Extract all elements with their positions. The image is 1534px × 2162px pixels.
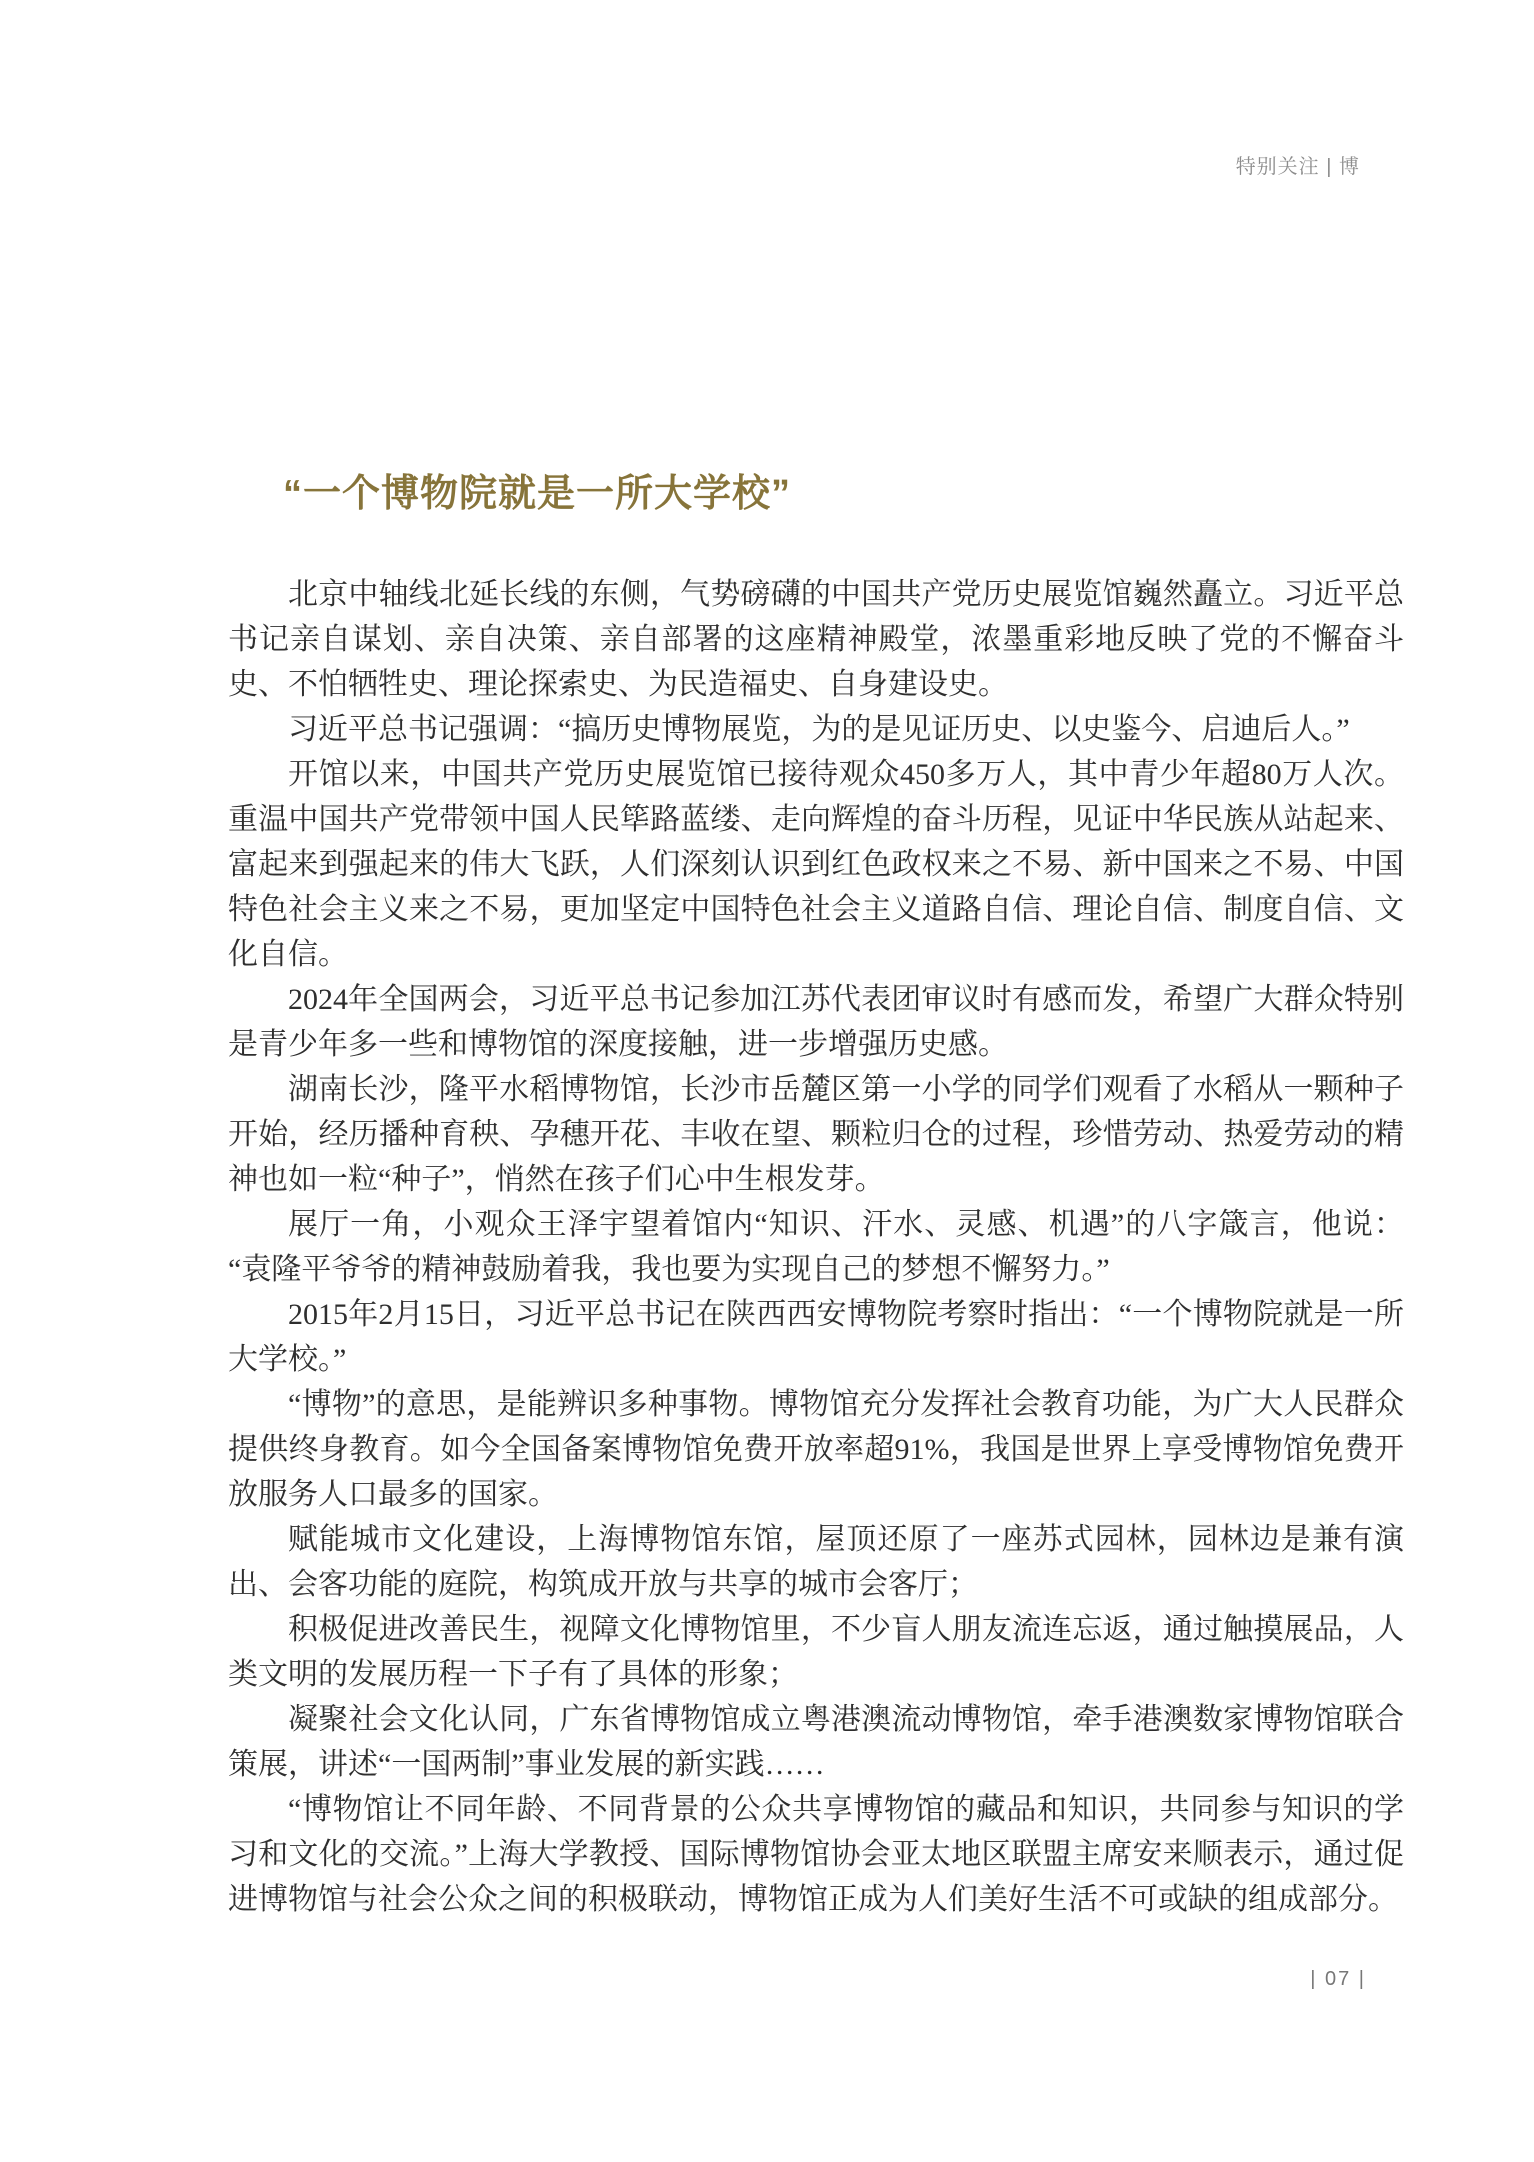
article-paragraph: “博物馆让不同年龄、不同背景的公众共享博物馆的藏品和知识，共同参与知识的学习和文化的交流。”上海大学教授、国际博物馆协会亚太地区联盟主席安来顺表示，通过促进博物馆与社会公众之间的积极联动，博物馆正成为人们美好生活不可或缺的组成部分。 [228, 1793, 1404, 1916]
article-paragraph: 凝聚社会文化认同，广东省博物馆成立粤港澳流动博物馆，牵手港澳数家博物馆联合策展，讲述“一国两制”事业发展的新实践…… [228, 1703, 1404, 1781]
article-body [228, 572, 1404, 1922]
page-number: | 07 | [1310, 1968, 1366, 1990]
article-title: “一个博物院就是一所大学校” [283, 473, 792, 515]
article-paragraph: “博物”的意思，是能辨识多种事物。博物馆充分发挥社会教育功能，为广大人民群众提供终身教育。如今全国备案博物馆免费开放率超91%，我国是世界上享受博物馆免费开放服务人口最多的国家。 [228, 1388, 1404, 1511]
running-head: 特别关注 | 博 [1235, 156, 1360, 178]
article-paragraph: 习近平总书记强调：“搞历史博物展览，为的是见证历史、以史鉴今、启迪后人。” [288, 713, 1350, 746]
article-paragraph: 2015年2月15日，习近平总书记在陕西西安博物院考察时指出：“一个博物院就是一所大学校。” [228, 1298, 1404, 1376]
article-paragraph: 积极促进改善民生，视障文化博物馆里，不少盲人朋友流连忘返，通过触摸展品，人类文明的发展历程一下子有了具体的形象； [228, 1613, 1404, 1691]
article-paragraph: 开馆以来，中国共产党历史展览馆已接待观众450多万人，其中青少年超80万人次。重温中国共产党带领中国人民筚路蓝缕、走向辉煌的奋斗历程，见证中华民族从站起来、富起来到强起来的伟大飞跃，人们深刻认识到红色政权来之不易、新中国来之不易、中国特色社会主义来之不易，更加坚定中国特色社会主义道路自信、理论自信、制度自信、文化自信。 [228, 758, 1404, 971]
article-paragraph: 北京中轴线北延长线的东侧，气势磅礴的中国共产党历史展览馆巍然矗立。习近平总书记亲自谋划、亲自决策、亲自部署的这座精神殿堂，浓墨重彩地反映了党的不懈奋斗史、不怕牺牲史、理论探索史、为民造福史、自身建设史。 [228, 578, 1404, 701]
article-paragraph: 展厅一角，小观众王泽宇望着馆内“知识、汗水、灵感、机遇”的八字箴言，他说：“袁隆平爷爷的精神鼓励着我，我也要为实现自己的梦想不懈努力。” [228, 1208, 1404, 1286]
article-paragraph: 湖南长沙，隆平水稻博物馆，长沙市岳麓区第一小学的同学们观看了水稻从一颗种子开始，经历播种育秧、孕穗开花、丰收在望、颗粒归仓的过程，珍惜劳动、热爱劳动的精神也如一粒“种子”，悄然在孩子们心中生根发芽。 [228, 1073, 1404, 1196]
article-paragraph: 2024年全国两会，习近平总书记参加江苏代表团审议时有感而发，希望广大群众特别是青少年多一些和博物馆的深度接触，进一步增强历史感。 [228, 983, 1404, 1061]
article-paragraph: 赋能城市文化建设，上海博物馆东馆，屋顶还原了一座苏式园林，园林边是兼有演出、会客功能的庭院，构筑成开放与共享的城市会客厅； [228, 1523, 1404, 1601]
